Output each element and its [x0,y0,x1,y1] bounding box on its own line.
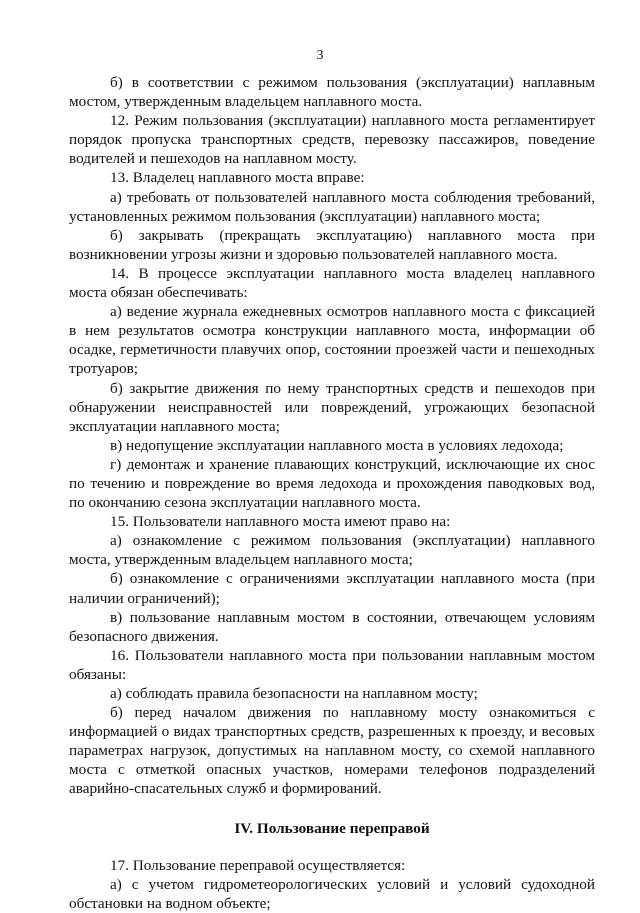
paragraph: б) закрывать (прекращать эксплуатацию) наплавного моста при возникновении угрозы жизни и здоровью пользователей наплавного моста. [69,226,595,263]
paragraph: б) закрытие движения по нему транспортных средств и пешеходов при обнаружении неисправностей или повреждений, угрожающих безопасной эксплуатации наплавного моста; [69,379,595,435]
paragraph: а) требовать от пользователей наплавного моста соблюдения требований, установленных режимом пользования (эксплуатации) наплавного моста; [69,188,595,225]
paragraph: 16. Пользователи наплавного моста при пользовании наплавным мостом обязаны: [69,646,595,683]
paragraph: 14. В процессе эксплуатации наплавного моста владелец наплавного моста обязан обеспечивать: [69,264,595,302]
paragraph: а) ведение журнала ежедневных осмотров наплавного моста с фиксацией в нем результатов осмотра конструкции наплавного моста, информации об осадке, герметичности плавучих опор, состоянии проезжей части и пешеходных тротуаров; [69,303,595,378]
document-body [69,73,595,913]
paragraph: в) недопущение эксплуатации наплавного моста в условиях ледохода; [110,436,564,454]
paragraph: 13. Владелец наплавного моста вправе: [110,169,365,187]
paragraph: б) ознакомление с ограничениями эксплуатации наплавного моста (при наличии ограничений); [69,570,595,607]
paragraph: а) ознакомление с режимом пользования (эксплуатации) наплавного моста, утвержденным владельцем наплавного моста; [69,532,595,569]
paragraph: а) с учетом гидрометеорологических условий и условий судоходной обстановки на водном объекте; [69,875,595,912]
paragraph: 15. Пользователи наплавного моста имеют право на: [110,513,451,531]
paragraph: г) демонтаж и хранение плавающих конструкций, исключающие их снос по течению и повреждение во время ледохода и прохождения паводковых вод, по окончанию сезона эксплуатации наплавного моста. [69,455,595,512]
paragraph: 12. Режим пользования (эксплуатации) наплавного моста регламентирует порядок пропуска транспортных средств, перевозку пассажиров, поведение водителей и пешеходов на наплавном мосту. [69,112,595,168]
page-number: 3 [316,48,324,63]
section-heading: IV. Пользование переправой [234,819,430,837]
paragraph: б) перед началом движения по наплавному мосту ознакомиться с информацией о видах транспортных средств, разрешенных к проезду, и весовых параметрах нагрузок, допустимых на наплавном мосту, со схемой наплавного моста с отметкой опасных участков, номерами телефонов подразделений аварийно-спасательных служб и формирований. [69,704,595,798]
paragraph: б) в соответствии с режимом пользования (эксплуатации) наплавным мостом, утвержденным владельцем наплавного моста. [69,74,595,111]
paragraph: 17. Пользование переправой осуществляется: [110,856,406,874]
paragraph: а) соблюдать правила безопасности на наплавном мосту; [110,685,478,702]
paragraph: в) пользование наплавным мостом в состоянии, отвечающем условиям безопасного движения. [69,608,595,645]
